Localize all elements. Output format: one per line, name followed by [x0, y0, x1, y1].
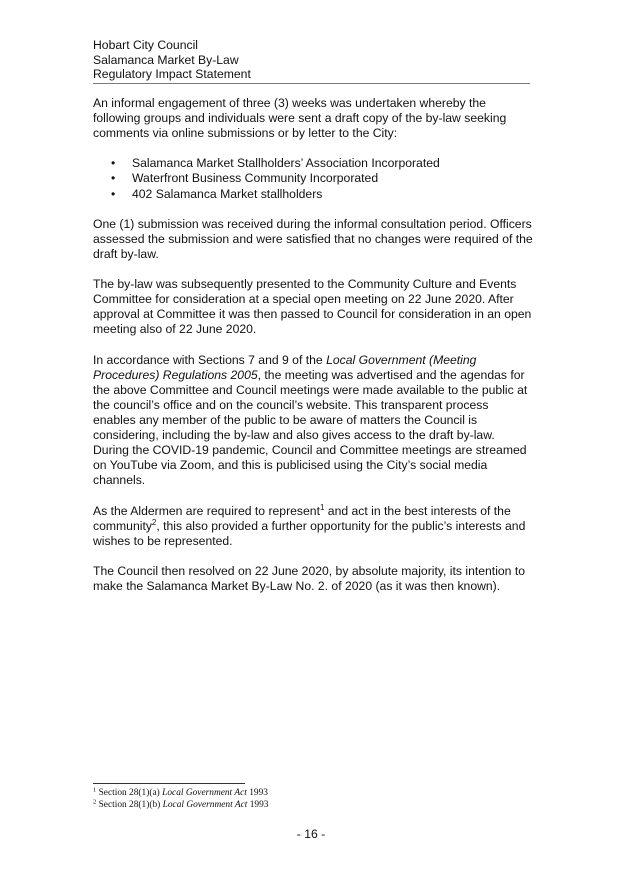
- consulted-groups-list: [93, 156, 533, 201]
- list-item-text: 402 Salamanca Market stallholders: [132, 186, 323, 201]
- list-item: [93, 156, 533, 171]
- footnote-marker: 1: [93, 786, 97, 794]
- page-number: - 16 -: [296, 827, 326, 841]
- page-header: [93, 38, 530, 84]
- paragraph-council-resolution: The Council then resolved on 22 June 2020, by absolute majority, its intention to make the Salamanca Market By-Law No. 2. of 2020 (as it was then known).: [93, 563, 526, 593]
- footnote: [93, 800, 533, 812]
- footnote-reference-1: 1: [319, 502, 325, 512]
- act-title: Local Government Act: [162, 799, 248, 810]
- regulation-title: Local Government (Meeting Procedures) Regulations 2005: [93, 352, 477, 382]
- footnote-year: 1993: [246, 788, 268, 798]
- footnote-text: Section 28(1)(a): [96, 788, 163, 798]
- paragraph-informal-engagement: An informal engagement of three (3) weeks was undertaken whereby the following groups and individuals were sent a draft copy of the by-law seeking comments via online submissions or by letter to the City:: [93, 96, 507, 141]
- text-segment: , this also provided a further opportunity for the public’s interests and wishes to be represented.: [93, 518, 526, 548]
- bullet-icon: •: [111, 171, 116, 186]
- text-segment: and act in the best interests of the community: [93, 503, 511, 533]
- paragraph-meeting-procedures: [93, 353, 533, 489]
- act-title: Local Government Act: [162, 788, 247, 798]
- bullet-icon: •: [111, 156, 116, 171]
- list-item-text: Salamanca Market Stallholders’ Association Incorporated: [132, 156, 440, 171]
- footnote-year: 1993: [247, 799, 269, 810]
- list-item-text: Waterfront Business Community Incorporated: [132, 171, 379, 186]
- footnote-separator: [93, 783, 245, 784]
- header-document-subject: Salamanca Market By-Law: [93, 52, 239, 67]
- header-document-type: Regulatory Impact Statement: [93, 67, 251, 81]
- footnote: [93, 788, 533, 800]
- text-segment: As the Aldermen are required to represent: [93, 503, 320, 518]
- text-segment: In accordance with Sections 7 and 9 of the: [93, 352, 327, 367]
- paragraph-submission-received: One (1) submission was received during the informal consultation period. Officers assessed the submission and were satisfied that no changes were required of the draft by-law.: [93, 216, 533, 261]
- text-segment: , the meeting was advertised and the agendas for the above Committee and Council meetings were made available to the public at the council’s office and on the council’s website. This transparent process enables any member of the public to be aware of matters the Council is considering, including the by-law and also gives access to the draft by-law. During the COVID-19 pandemic, Council and Committee meetings are streamed on YouTube via Zoom, and this is publicised using the City’s social media channels.: [93, 367, 528, 488]
- header-organisation: Hobart City Council: [93, 38, 198, 52]
- footnote-text: Section 28(1)(b): [96, 799, 163, 810]
- list-item: [93, 187, 533, 202]
- footnote-marker: 2: [93, 798, 97, 806]
- footnotes: [93, 788, 533, 811]
- page-body: [93, 96, 533, 609]
- bullet-icon: •: [111, 186, 116, 201]
- paragraph-aldermen-representation: [93, 504, 533, 549]
- paragraph-committee-presentation: The by-law was subsequently presented to the Community Culture and Events Committee for consideration at a special open meeting on 22 June 2020. After approval at Committee it was then passed to Council for consideration in an open meeting also of 22 June 2020.: [93, 277, 532, 337]
- footnote-reference-2: 2: [151, 517, 157, 527]
- list-item: [93, 171, 533, 186]
